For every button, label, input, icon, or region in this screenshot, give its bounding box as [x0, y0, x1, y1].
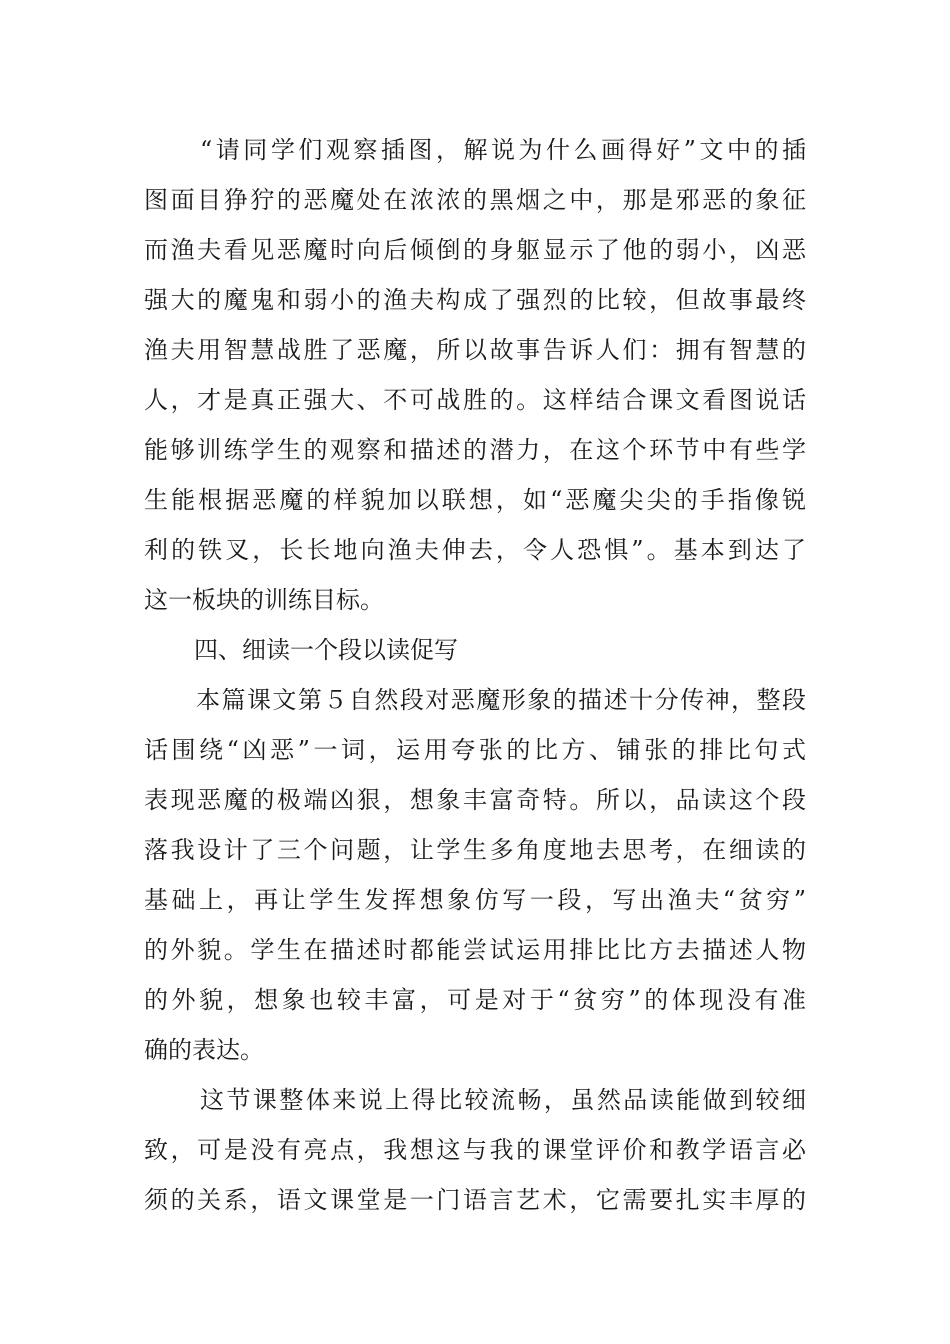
text-line-15: 落我设计了三个问题，让学生多角度地去思考，在细读的	[144, 836, 806, 864]
text-line-9: 利的铁叉，长长地向渔夫伸去，令人恐惧”。基本到达了	[144, 536, 806, 564]
text-line-6: 人，才是真正强大、不可战胜的。这样结合课文看图说话	[144, 386, 806, 414]
text-line-21: 致，可是没有亮点，我想这与我的课堂评价和教学语言必	[144, 1136, 806, 1164]
text-line-20: 这节课整体来说上得比较流畅，虽然品读能做到较细	[200, 1086, 806, 1114]
text-line-17: 的外貌。学生在描述时都能尝试运用排比比方去描述人物	[144, 936, 806, 964]
text-line-5: 渔夫用智慧战胜了恶魔，所以故事告诉人们：拥有智慧的	[144, 336, 806, 364]
text-line-22: 须的关系，语文课堂是一门语言艺术，它需要扎实丰厚的	[144, 1186, 806, 1214]
text-line-12: 本篇课文第５自然段对恶魔形象的描述十分传神，整段	[196, 686, 806, 714]
text-line-10: 这一板块的训练目标。	[144, 586, 384, 614]
text-line-16: 基础上，再让学生发挥想象仿写一段，写出渔夫“贫穷”	[144, 886, 806, 914]
section-heading: 四、细读一个段以读促写	[194, 636, 458, 664]
text-line-1: “请同学们观察插图，解说为什么画得好”文中的插	[200, 136, 806, 164]
text-line-3: 而渔夫看见恶魔时向后倾倒的身躯显示了他的弱小，凶恶	[144, 236, 806, 264]
text-line-2: 图面目狰狞的恶魔处在浓浓的黑烟之中，那是邪恶的象征	[144, 186, 806, 214]
text-line-4: 强大的魔鬼和弱小的渔夫构成了强烈的比较，但故事最终	[144, 286, 806, 314]
text-line-7: 能够训练学生的观察和描述的潜力，在这个环节中有些学	[144, 436, 806, 464]
text-line-8: 生能根据恶魔的样貌加以联想，如“恶魔尖尖的手指像锐	[144, 486, 806, 514]
text-line-13: 话围绕“凶恶”一词，运用夸张的比方、铺张的排比句式	[144, 736, 806, 764]
text-line-14: 表现恶魔的极端凶狠，想象丰富奇特。所以，品读这个段	[144, 786, 806, 814]
text-line-18: 的外貌，想象也较丰富，可是对于“贫穷”的体现没有准	[144, 986, 806, 1014]
text-line-19: 确的表达。	[144, 1036, 264, 1064]
